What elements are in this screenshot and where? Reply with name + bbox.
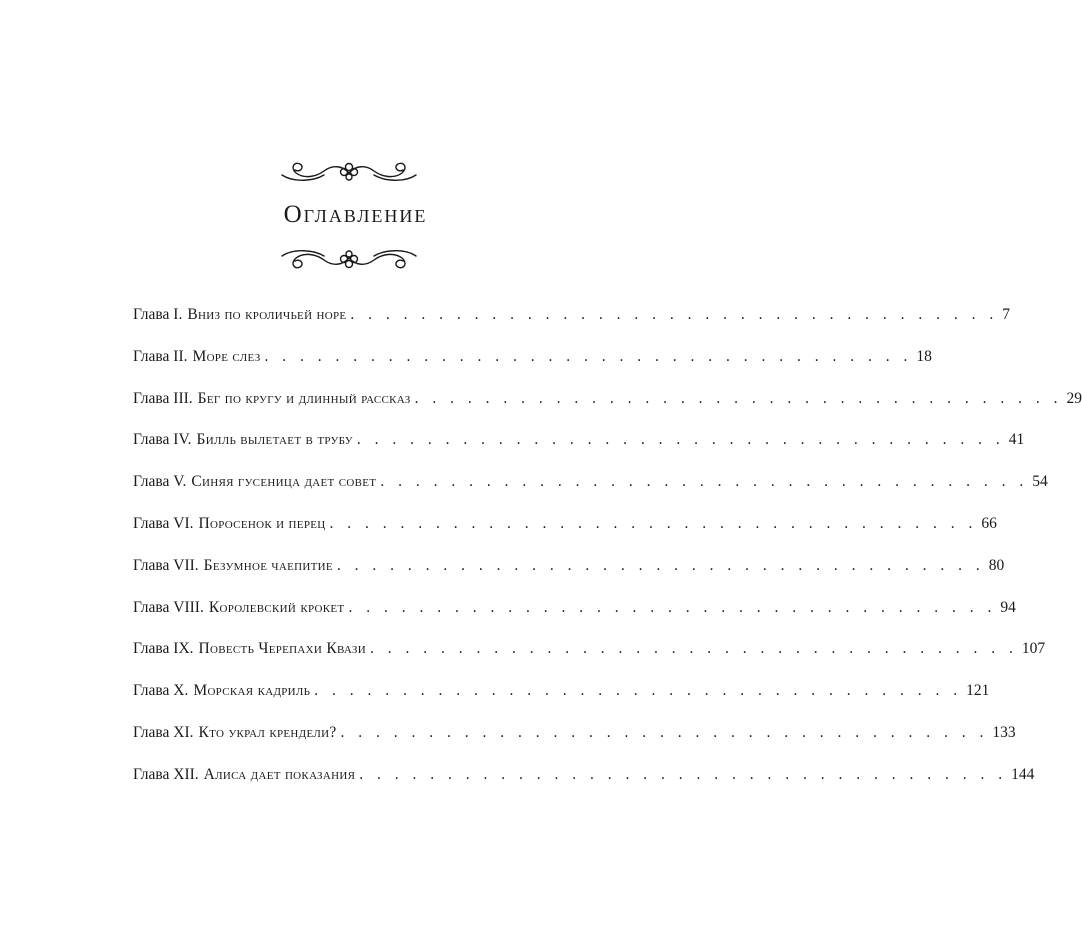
chapter-title: Повесть Черепахи Квази xyxy=(198,640,366,658)
toc-entry[interactable] xyxy=(133,723,1016,766)
toc-entry[interactable] xyxy=(133,514,997,557)
page-number: 94 xyxy=(1000,598,1016,616)
dot-leader: . . . . . . . . . . . . . . . . . . . . . . . . . . . . . . . . . . . . . xyxy=(359,765,1008,783)
dot-leader: . . . . . . . . . . . . . . . . . . . . . . . . . . . . . . . . . . . . . xyxy=(414,389,1063,407)
dot-leader: . . . . . . . . . . . . . . . . . . . . . . . . . . . . . . . . . . . . . xyxy=(336,556,985,574)
page-number: 41 xyxy=(1008,431,1025,449)
page-number: 144 xyxy=(1011,765,1035,783)
chapter-label: Глава I. xyxy=(133,306,183,323)
page-number: 66 xyxy=(981,514,997,532)
chapter-title: Билль вылетает в трубу xyxy=(196,431,353,449)
chapter-label: Глава V. xyxy=(133,473,187,491)
page-number: 54 xyxy=(1032,473,1048,491)
dot-leader: . . . . . . . . . . . . . . . . . . . . . . . . . . . . . . . . . . . . . xyxy=(314,682,963,700)
chapter-label: Глава II. xyxy=(133,347,188,365)
toc-entry[interactable] xyxy=(133,556,1005,599)
dot-leader: . . . . . . . . . . . . . . . . . . . . . . . . . . . . . . . . . . . . . xyxy=(369,640,1018,658)
chapter-title: Вниз по кроличьей норе xyxy=(187,306,347,323)
chapter-title: Кто украл крендели? xyxy=(198,723,337,741)
chapter-label: Глава III. xyxy=(133,389,193,407)
toc-entry[interactable] xyxy=(133,347,932,390)
page-title: Оглавление xyxy=(283,201,428,228)
chapter-label: Глава X. xyxy=(133,682,189,700)
chapter-title: Морская кадриль xyxy=(193,682,311,700)
toc-entry[interactable] xyxy=(133,640,1046,682)
chapter-title: Синяя гусеница дает совет xyxy=(191,473,377,491)
toc-entry[interactable] xyxy=(133,389,1082,432)
chapter-title: Безумное чаепитие xyxy=(203,556,333,574)
page-number: 7 xyxy=(1002,306,1011,323)
toc-entry[interactable] xyxy=(133,765,1035,808)
flourish-icon xyxy=(274,240,424,276)
toc-entry[interactable] xyxy=(133,473,1048,515)
dot-leader: . . . . . . . . . . . . . . . . . . . . . . . . . . . . . . . . . . . . . xyxy=(350,306,999,323)
chapter-title: Бег по кругу и длинный рассказ xyxy=(197,389,411,407)
toc-entry[interactable] xyxy=(133,598,1016,641)
chapter-label: Глава VI. xyxy=(133,514,194,532)
chapter-title: Алиса дает показания xyxy=(203,765,356,783)
page-number: 18 xyxy=(916,347,932,365)
dot-leader: . . . . . . . . . . . . . . . . . . . . . . . . . . . . . . . . . . . . . xyxy=(348,598,997,616)
chapter-label: Глава VII. xyxy=(133,556,199,574)
page-number: 121 xyxy=(966,682,990,700)
table-of-contents xyxy=(133,306,1082,808)
dot-leader: . . . . . . . . . . . . . . . . . . . . . . . . . . . . . . . . . . . . . xyxy=(380,473,1029,491)
page-number: 80 xyxy=(988,556,1005,574)
toc-entry[interactable] xyxy=(133,682,990,724)
page-number: 107 xyxy=(1021,640,1046,658)
dot-leader: . . . . . . . . . . . . . . . . . . . . . . . . . . . . . . . . . . . . . xyxy=(329,514,978,532)
chapter-label: Глава XI. xyxy=(133,723,194,741)
dot-leader: . . . . . . . . . . . . . . . . . . . . . . . . . . . . . . . . . . . . . xyxy=(340,723,989,741)
dot-leader: . . . . . . . . . . . . . . . . . . . . . . . . . . . . . . . . . . . . . xyxy=(264,347,913,365)
toc-entry[interactable] xyxy=(133,306,1011,348)
chapter-label: Глава XII. xyxy=(133,765,199,783)
chapter-label: Глава VIII. xyxy=(133,598,204,616)
page-number: 133 xyxy=(992,723,1016,741)
page-number: 29 xyxy=(1066,389,1082,407)
flourish-icon xyxy=(274,155,424,191)
chapter-title: Королевский крокет xyxy=(208,598,345,616)
dot-leader: . . . . . . . . . . . . . . . . . . . . . . . . . . . . . . . . . . . . . xyxy=(356,431,1005,449)
chapter-title: Поросенок и перец xyxy=(198,514,326,532)
toc-entry[interactable] xyxy=(133,431,1025,473)
chapter-label: Глава IX. xyxy=(133,640,194,658)
chapter-label: Глава IV. xyxy=(133,431,192,449)
chapter-title: Море слез xyxy=(192,347,261,365)
